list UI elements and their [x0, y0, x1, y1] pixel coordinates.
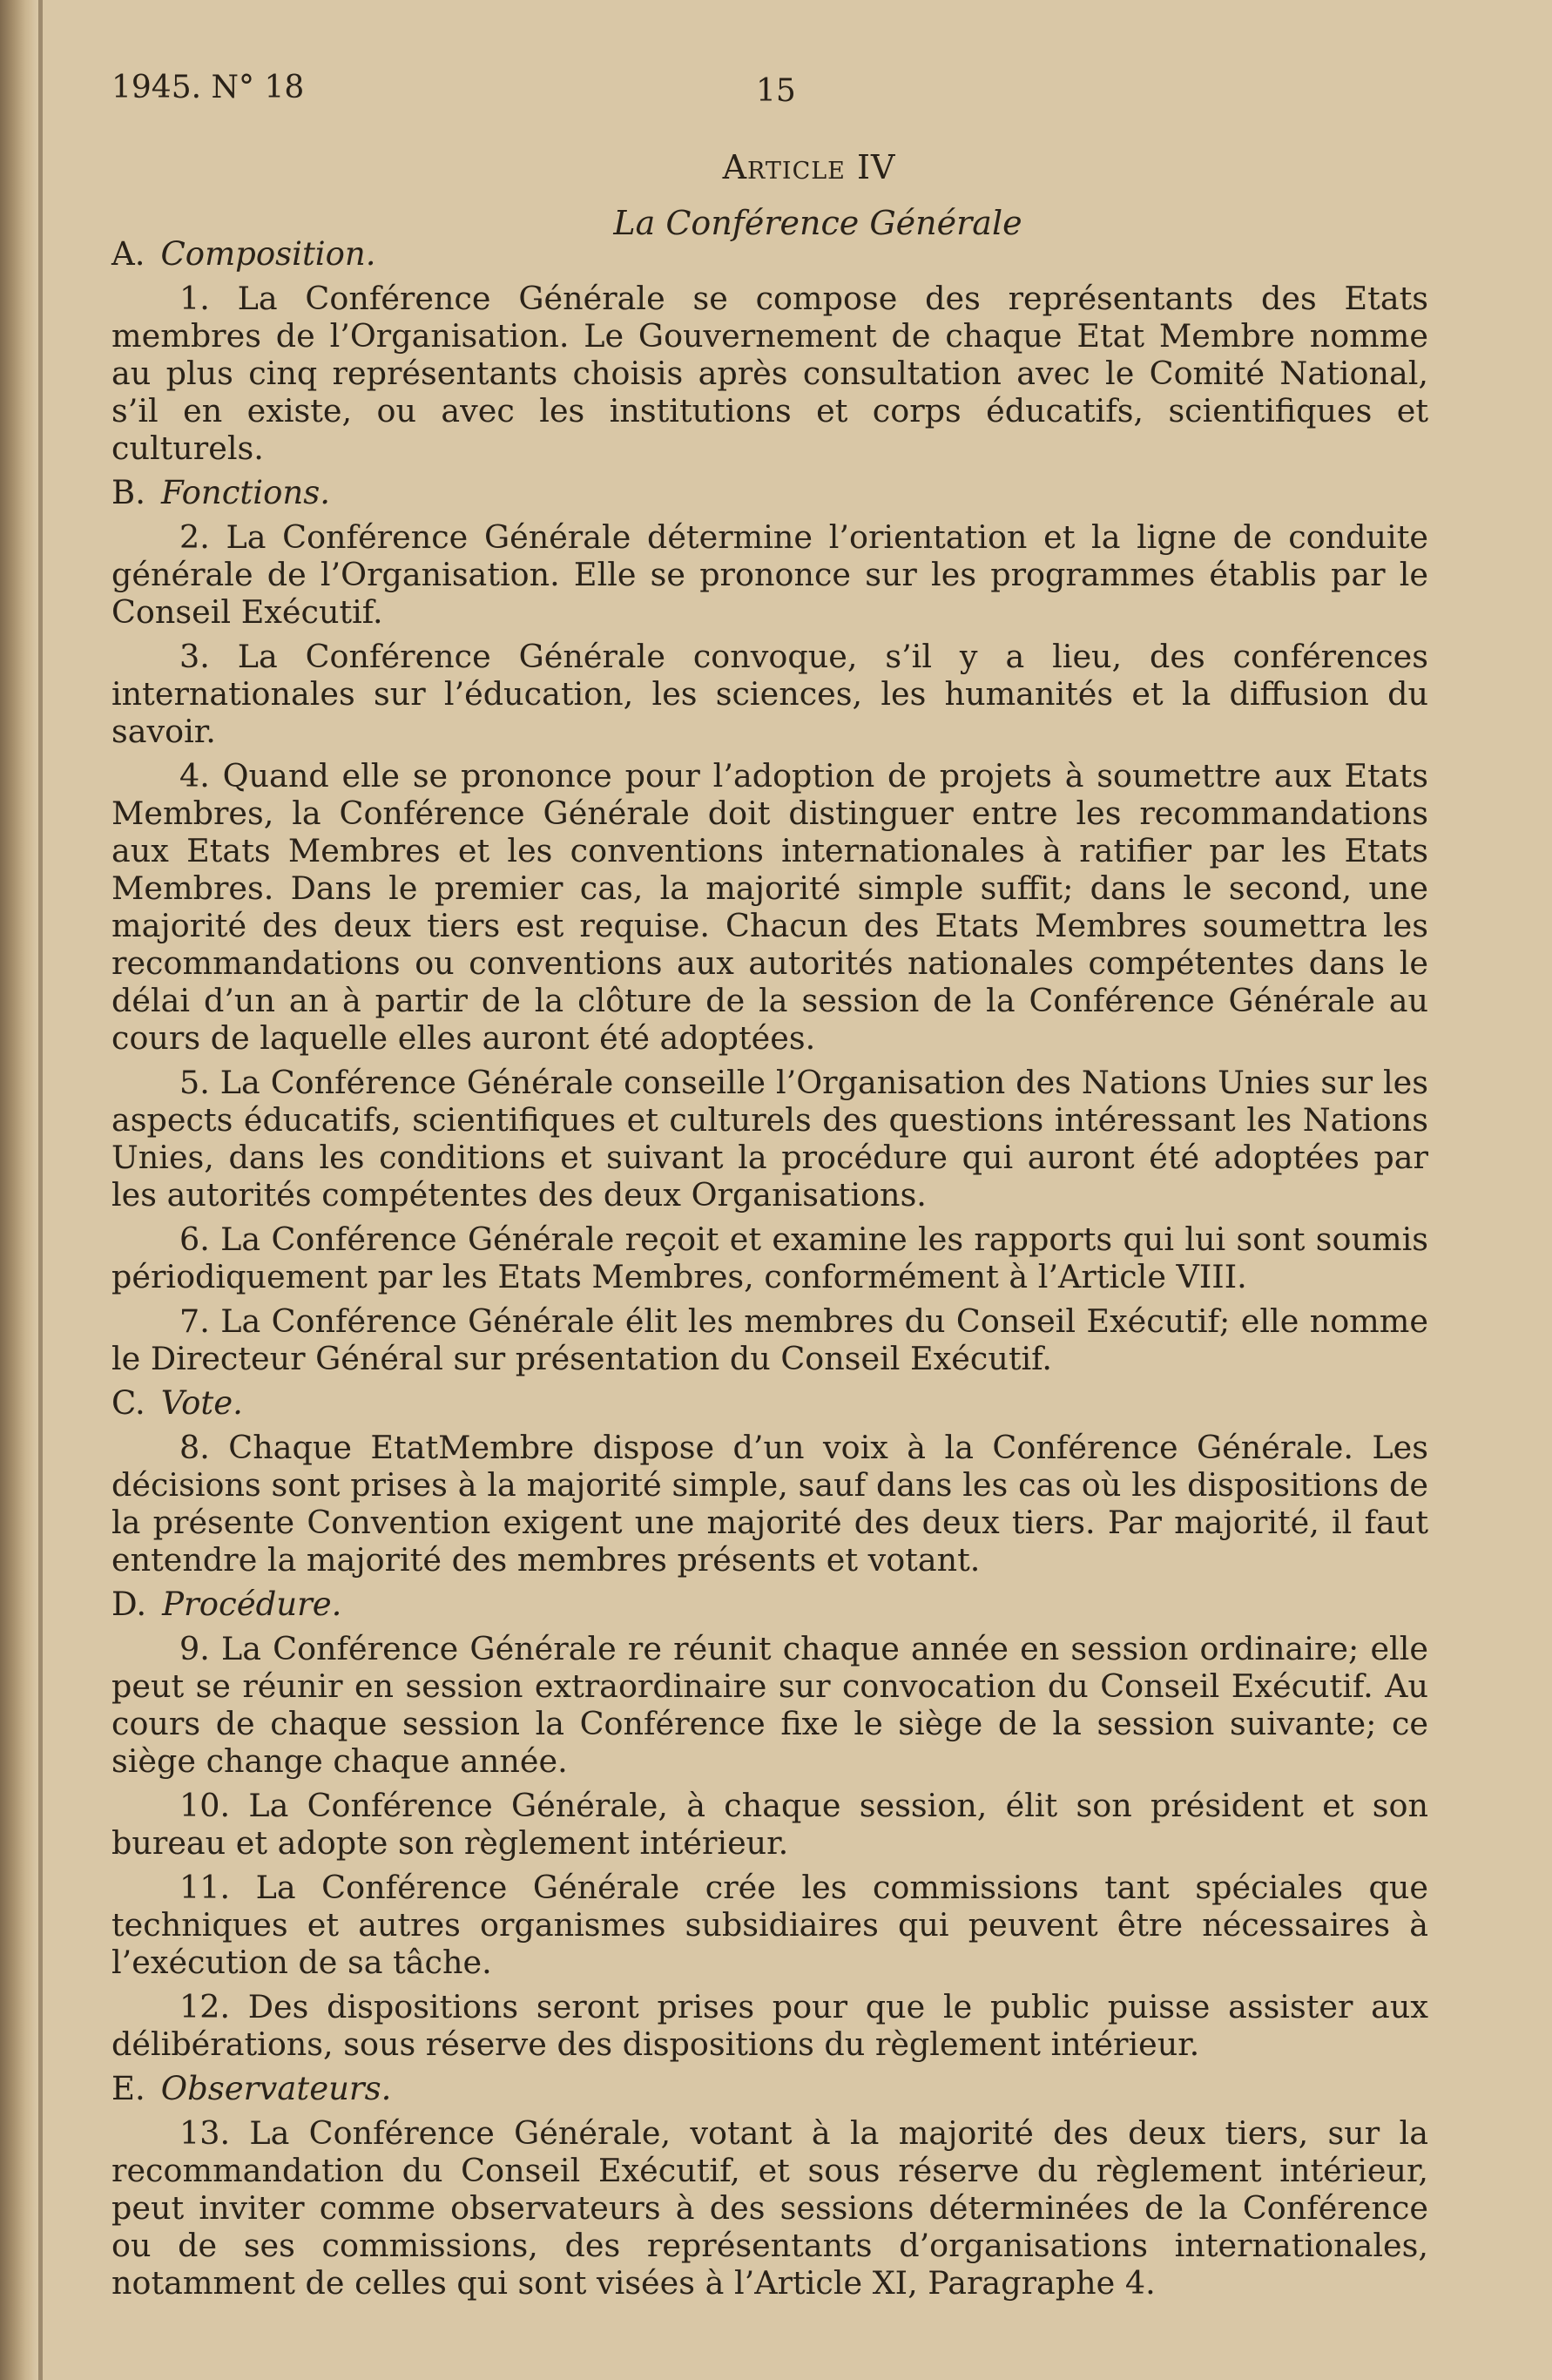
section-composition [111, 235, 1428, 467]
section-observateurs [111, 2070, 1428, 2302]
paragraph-5: 5. La Conférence Générale conseille l’Organisation des Nations Unies sur les aspects éducatifs, scientifiques et culturels des questions intéressant les Nations Unies, dans les conditions et suivant la procédure qui auront été adoptées par les autorités compétentes des deux Organisations. [111, 1064, 1428, 1214]
paragraph-7: 7. La Conférence Générale élit les membres du Conseil Exécutif; elle nomme le Directeur Général sur présentation du Conseil Exécutif. [111, 1302, 1428, 1377]
section-vote [111, 1384, 1428, 1579]
document-reference: 1945. N° 18 [111, 70, 305, 105]
page-number: 15 [756, 73, 796, 109]
book-binding-edge [0, 0, 37, 2380]
section-title: Vote. [160, 1384, 243, 1422]
section-heading [111, 1384, 1428, 1422]
section-letter: B. [111, 474, 145, 511]
binding-shadow-line [38, 0, 43, 2380]
section-fonctions [111, 474, 1428, 1377]
article-title: Article IV [722, 148, 896, 186]
paragraph-6: 6. La Conférence Générale reçoit et examine les rapports qui lui sont soumis périodiquement par les Etats Membres, conformément à l’Article VIII. [111, 1220, 1428, 1295]
section-title: Observateurs. [160, 2070, 392, 2107]
section-title: Fonctions. [160, 474, 330, 511]
paragraph-1: 1. La Conférence Générale se compose des représentants des Etats membres de l’Organisation. Le Gouvernement de chaque Etat Membre nomme au plus cinq représentants choisis après consultation avec le Comité National, s’il en existe, ou avec les institutions et corps éducatifs, scientifiques et culturels. [111, 280, 1428, 467]
paragraph-9: 9. La Conférence Générale re réunit chaque année en session ordinaire; elle peut se réunir en session extraordinaire sur convocation du Conseil Exécutif. Au cours de chaque session la Conférence fixe le siège de la session suivante; ce siège change chaque année. [111, 1630, 1428, 1780]
section-title: Composition. [160, 235, 376, 273]
paragraph-11: 11. La Conférence Générale crée les commissions tant spéciales que techniques et autres organismes subsidiaires qui peuvent être nécessaires à l’exécution de sa tâche. [111, 1869, 1428, 1981]
paragraph-13: 13. La Conférence Générale, votant à la majorité des deux tiers, sur la recommandation du Conseil Exécutif, et sous réserve du règlement intérieur, peut inviter comme observateurs à des sessions déterminées de la Conférence ou de ses commissions, des représentants d’organisations internationales, notamment de celles qui sont visées à l’Article XI, Paragraphe 4. [111, 2114, 1428, 2302]
paragraph-12: 12. Des dispositions seront prises pour que le public puisse assister aux délibérations, sous réserve des dispositions du règlement intérieur. [111, 1988, 1428, 2063]
section-letter: E. [111, 2070, 145, 2107]
section-letter: D. [111, 1586, 147, 1623]
section-letter: A. [111, 235, 145, 273]
section-title: Procédure. [162, 1586, 342, 1623]
page-header [111, 61, 1428, 122]
section-procedure [111, 1586, 1428, 2063]
paragraph-4: 4. Quand elle se prononce pour l’adoption de projets à soumettre aux Etats Membres, la Conférence Générale doit distinguer entre les recommandations aux Etats Membres et les conventions internationales à ratifier par les Etats Membres. Dans le premier cas, la majorité simple suffit; dans le second, une majorité des deux tiers est requise. Chacun des Etats Membres soumettra les recommandations ou conventions aux autorités nationales compétentes dans le délai d’un an à partir de la clôture de la session de la Conférence Générale au cours de laquelle elles auront été adoptées. [111, 757, 1428, 1057]
paragraph-3: 3. La Conférence Générale convoque, s’il y a lieu, des conférences internationales sur l’éducation, les sciences, les humanités et la diffusion du savoir. [111, 638, 1428, 750]
article-subtitle: La Conférence Générale [613, 204, 1022, 242]
paragraph-8: 8. Chaque EtatMembre dispose d’un voix à la Conférence Générale. Les décisions sont prises à la majorité simple, sauf dans les cas où les dispositions de la présente Convention exigent une majorité des deux tiers. Par majorité, il faut entendre la majorité des membres présents et votant. [111, 1429, 1428, 1579]
section-heading [111, 474, 1428, 511]
paragraph-10: 10. La Conférence Générale, à chaque session, élit son président et son bureau et adopte son règlement intérieur. [111, 1787, 1428, 1862]
document-page [111, 61, 1428, 2309]
paragraph-2: 2. La Conférence Générale détermine l’orientation et la ligne de conduite générale de l’Organisation. Elle se prononce sur les programmes établis par le Conseil Exécutif. [111, 518, 1428, 631]
section-heading [111, 2070, 1428, 2107]
section-heading [111, 1586, 1428, 1623]
section-letter: C. [111, 1384, 145, 1422]
